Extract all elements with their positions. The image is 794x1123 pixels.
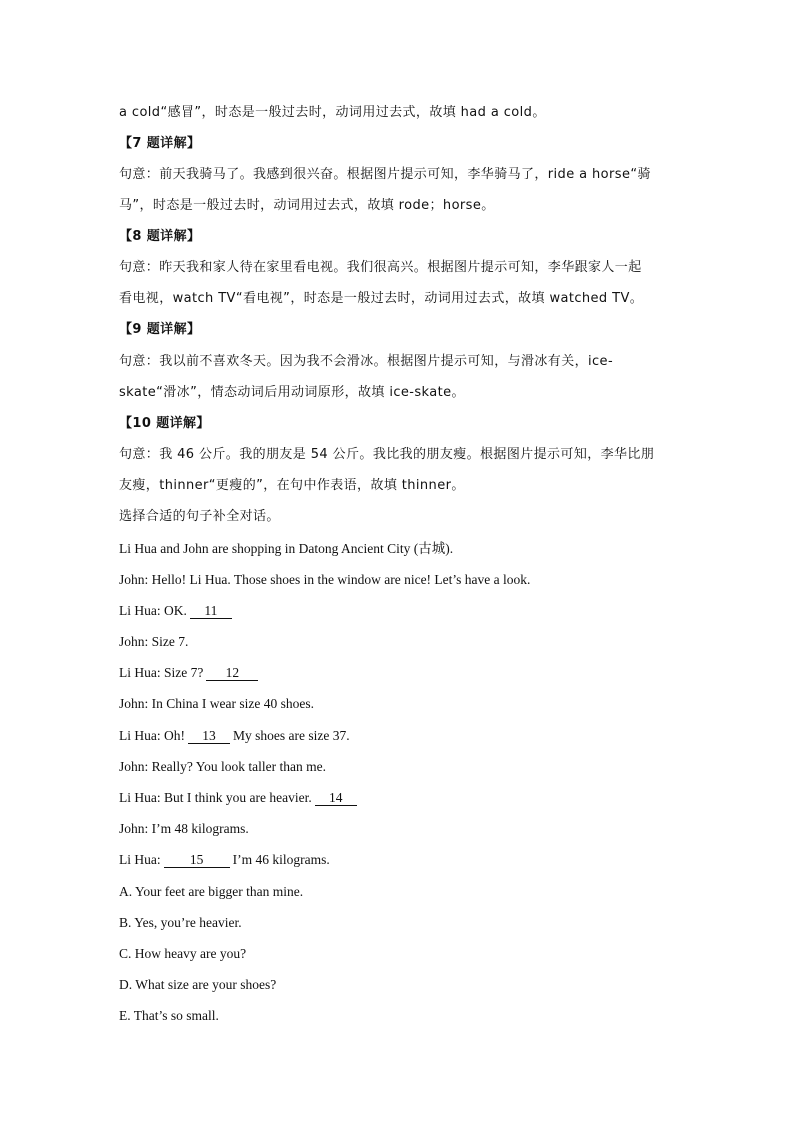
dialogue-line-john-3: John: In China I wear size 40 shoes. bbox=[119, 696, 314, 711]
q10-line-2: 友瘦，thinner“更瘦的”，在句中作表语，故填 thinner。 bbox=[119, 478, 465, 493]
dialogue-text: Li Hua: But I think you are heavier. bbox=[119, 790, 312, 805]
dialogue-text: I’m 46 kilograms. bbox=[232, 852, 330, 867]
dialogue-line-john-4: John: Really? You look taller than me. bbox=[119, 759, 326, 774]
dialogue-text: My shoes are size 37. bbox=[232, 728, 350, 743]
dialogue-line-lihua-14 bbox=[119, 789, 360, 807]
q9-line-2: skate“滑冰”，情态动词后用动词原形，故填 ice-skate。 bbox=[119, 385, 465, 400]
dialogue-text: Li Hua: bbox=[119, 852, 161, 867]
q8-line-1: 句意：昨天我和家人待在家里看电视。我们很高兴。根据图片提示可知，李华跟家人一起 bbox=[119, 260, 642, 275]
answer-blank-15[interactable]: 15 bbox=[164, 853, 230, 868]
answer-blank-11[interactable]: 11 bbox=[190, 604, 232, 619]
dialogue-line-lihua-13 bbox=[119, 727, 350, 745]
q7-line-1: 句意：前天我骑马了。我感到很兴奋。根据图片提示可知，李华骑马了，ride a horse“骑 bbox=[119, 167, 651, 182]
q7-heading: 【7 题详解】 bbox=[119, 136, 201, 151]
q9-line-1: 句意：我以前不喜欢冬天。因为我不会滑冰。根据图片提示可知，与滑冰有关，ice- bbox=[119, 354, 614, 369]
dialogue-line-lihua-15 bbox=[119, 851, 330, 869]
q7-line-2: 马”，时态是一般过去时，动词用过去式，故填 rode；horse。 bbox=[119, 198, 495, 213]
answer-blank-12[interactable]: 12 bbox=[206, 666, 258, 681]
q8-heading: 【8 题详解】 bbox=[119, 229, 201, 244]
option-a: A. Your feet are bigger than mine. bbox=[119, 884, 304, 899]
dialogue-line-lihua-11 bbox=[119, 602, 235, 620]
option-c: C. How heavy are you? bbox=[119, 946, 247, 961]
option-d: D. What size are your shoes? bbox=[119, 977, 277, 992]
q9-heading: 【9 题详解】 bbox=[119, 322, 201, 337]
option-b: B. Yes, you’re heavier. bbox=[119, 915, 242, 930]
q10-heading: 【10 题详解】 bbox=[119, 416, 210, 431]
dialogue-intro: Li Hua and John are shopping in Datong Ancient City (古城). bbox=[119, 541, 454, 556]
answer-blank-13[interactable]: 13 bbox=[188, 729, 230, 744]
dialogue-line-john-2: John: Size 7. bbox=[119, 634, 189, 649]
section-instruction: 选择合适的句子补全对话。 bbox=[119, 509, 280, 524]
explanation-continuation: a cold“感冒”，时态是一般过去时，动词用过去式，故填 had a cold。 bbox=[119, 105, 546, 120]
q8-line-2: 看电视，watch TV“看电视”，时态是一般过去时，动词用过去式，故填 watched TV。 bbox=[119, 291, 644, 306]
dialogue-text: Li Hua: Oh! bbox=[119, 728, 185, 743]
answer-blank-14[interactable]: 14 bbox=[315, 791, 357, 806]
q10-line-1: 句意：我 46 公斤。我的朋友是 54 公斤。我比我的朋友瘦。根据图片提示可知，李华比朋 bbox=[119, 447, 655, 462]
dialogue-line-lihua-12 bbox=[119, 664, 261, 682]
dialogue-text: Li Hua: Size 7? bbox=[119, 665, 204, 680]
dialogue-line-john-1: John: Hello! Li Hua. Those shoes in the window are nice! Let’s have a look. bbox=[119, 572, 531, 587]
dialogue-line-john-5: John: I’m 48 kilograms. bbox=[119, 821, 249, 836]
option-e: E. That’s so small. bbox=[119, 1008, 219, 1023]
dialogue-text: Li Hua: OK. bbox=[119, 603, 187, 618]
